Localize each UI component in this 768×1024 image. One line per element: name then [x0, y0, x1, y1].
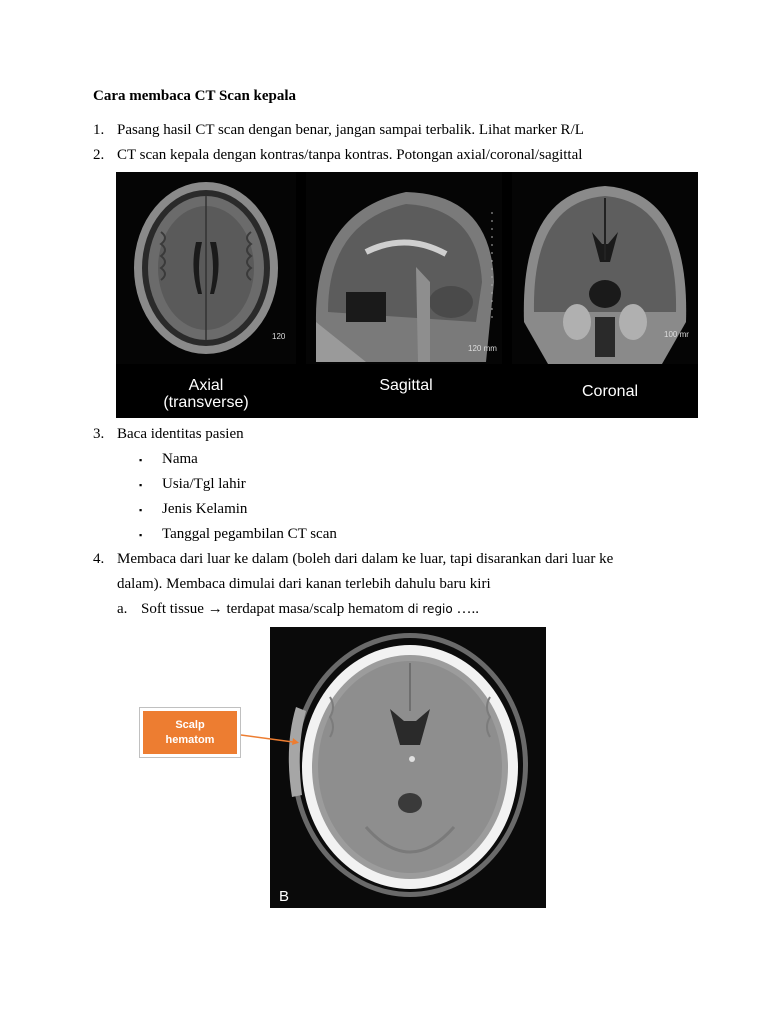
- step-text: CT scan kepala dengan kontras/tanpa kontras. Potongan axial/coronal/sagittal: [117, 147, 583, 163]
- axial-label-line2: (transverse): [163, 394, 249, 411]
- step-text: Baca identitas pasien: [117, 426, 244, 442]
- ct-scan-image: [270, 627, 546, 908]
- right-arrow-icon: →: [207, 601, 223, 617]
- callout-line2: hematom: [165, 733, 215, 746]
- scalp-hematom-callout: [139, 707, 241, 758]
- callout-box: [143, 711, 237, 754]
- bullet-icon: ▪: [139, 480, 143, 490]
- list-item-text: Jenis Kelamin: [162, 501, 248, 517]
- axial-label-line1: Axial: [188, 377, 224, 394]
- step-text-continued: dalam). Membaca dimulai dari kanan terlebih dahulu baru kiri: [117, 576, 491, 592]
- substep-text-after: …..: [452, 601, 479, 617]
- step-number: 4.: [93, 551, 105, 567]
- sagittal-mri-image: [306, 172, 502, 364]
- substep-text-before: Soft tissue: [141, 601, 208, 617]
- axial-scale-label: 120: [272, 332, 286, 341]
- step-number: 3.: [93, 426, 105, 442]
- step-number: 2.: [93, 147, 105, 163]
- list-item-text: Nama: [162, 451, 198, 467]
- step-text: Membaca dari luar ke dalam (boleh dari dalam ke luar, tapi disarankan dari luar ke: [117, 551, 614, 567]
- sagittal-scale-label: 120 mm: [468, 344, 497, 353]
- substep-label: a.: [117, 601, 128, 617]
- list-item-text: Usia/Tgl lahir: [162, 476, 246, 492]
- mri-planes-figure: [116, 172, 698, 418]
- step-number: 1.: [93, 122, 105, 138]
- substep-text-region: di regio: [407, 602, 453, 616]
- sagittal-label: Sagittal: [379, 377, 433, 394]
- callout-arrow-icon: [241, 730, 301, 750]
- page-title: Cara membaca CT Scan kepala: [93, 88, 297, 104]
- bullet-icon: ▪: [139, 505, 143, 515]
- substep-text: [141, 601, 479, 618]
- coronal-label: Coronal: [581, 383, 639, 400]
- axial-mri-image: [116, 172, 296, 364]
- step-text: Pasang hasil CT scan dengan benar, jangan sampai terbalik. Lihat marker R/L: [117, 122, 584, 138]
- list-item-text: Tanggal pegambilan CT scan: [162, 526, 337, 542]
- ct-panel-letter: B: [279, 888, 290, 905]
- coronal-scale-label: 100 mr: [664, 330, 689, 339]
- axial-label: [146, 377, 266, 411]
- ct-scan-graphic: [270, 627, 546, 908]
- bullet-icon: ▪: [139, 530, 143, 540]
- callout-line1: Scalp: [175, 718, 205, 731]
- bullet-icon: ▪: [139, 455, 143, 465]
- substep-text-mid: terdapat masa/scalp hematom: [222, 601, 408, 617]
